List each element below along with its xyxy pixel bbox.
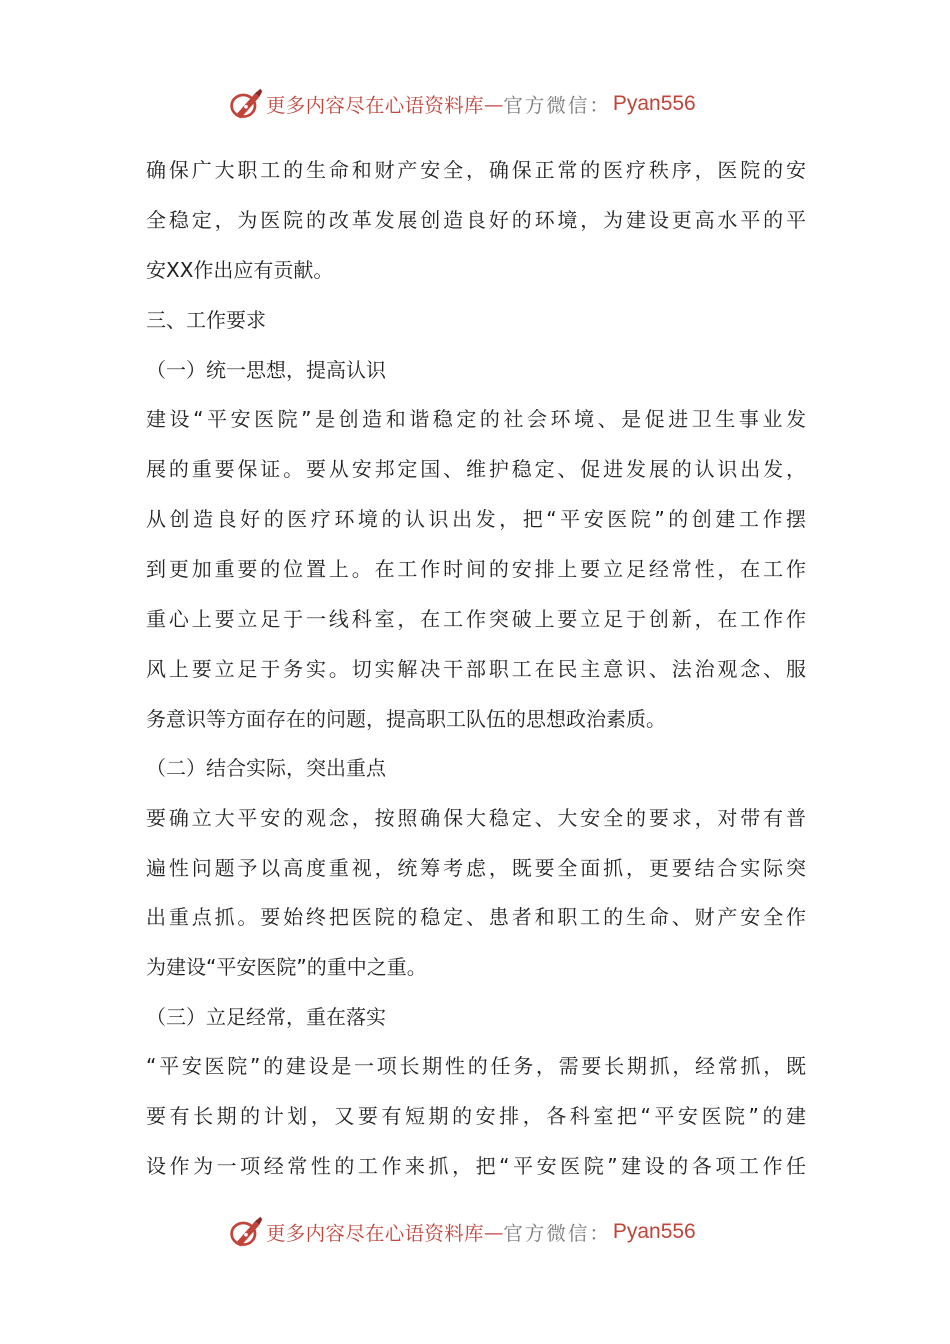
body-line: 确保广大职工的生命和财产安全，确保正常的医疗秩序，医院的安 (146, 158, 806, 182)
body-line: 从创造良好的医疗环境的认识出发，把“平安医院”的创建工作摆 (146, 507, 806, 531)
body-line: 风上要立足于务实。切实解决干部职工在民主意识、法治观念、服 (146, 657, 806, 681)
body-line: 安XX作出应有贡献。 (146, 258, 334, 282)
section-heading: 三、工作要求 (146, 308, 266, 332)
banner-wechat-id: Pyan556 (612, 92, 696, 115)
subsection-heading: （三）立足经常，重在落实 (146, 1005, 386, 1029)
pen-nib-logo-icon (228, 86, 264, 122)
banner-main-text: 更多内容尽在心语资料库 (266, 1222, 484, 1245)
header-watermark-banner (228, 84, 696, 124)
body-line: 遍性问题予以高度重视，统筹考虑，既要全面抓，更要结合实际突 (146, 856, 806, 880)
body-line: 要有长期的计划，又要有短期的安排，各科室把“平安医院”的建 (146, 1104, 806, 1128)
body-line: 要确立大平安的观念，按照确保大稳定、大安全的要求，对带有普 (146, 806, 806, 830)
body-line: “平安医院”的建设是一项长期性的任务，需要长期抓，经常抓，既 (146, 1054, 806, 1078)
body-line: 全稳定，为医院的改革发展创造良好的环境，为建设更高水平的平 (146, 208, 806, 232)
banner-wechat-id: Pyan556 (612, 1220, 696, 1243)
footer-watermark-banner (228, 1212, 696, 1252)
subsection-heading: （一）统一思想，提高认识 (146, 358, 386, 382)
banner-dash: — (483, 92, 504, 116)
banner-main-text: 更多内容尽在心语资料库 (266, 94, 484, 117)
body-line: 到更加重要的位置上。在工作时间的安排上要立足经常性，在工作 (146, 557, 806, 581)
subsection-heading: （二）结合实际，突出重点 (146, 756, 386, 780)
banner-official-label: 官方微信： (503, 1222, 611, 1245)
body-line: 设作为一项经常性的工作来抓，把“平安医院”建设的各项工作任 (146, 1154, 806, 1178)
body-line: 出重点抓。要始终把医院的稳定、患者和职工的生命、财产安全作 (146, 905, 806, 929)
body-line: 展的重要保证。要从安邦定国、维护稳定、促进发展的认识出发， (146, 457, 806, 481)
body-line: 建设“平安医院”是创造和谐稳定的社会环境、是促进卫生事业发 (146, 407, 806, 431)
banner-dash: — (483, 1220, 504, 1244)
body-line: 务意识等方面存在的问题，提高职工队伍的思想政治素质。 (146, 707, 666, 731)
body-line: 为建设“平安医院”的重中之重。 (146, 955, 427, 979)
pen-nib-logo-icon (228, 1214, 264, 1250)
banner-official-label: 官方微信： (503, 94, 611, 117)
body-line: 重心上要立足于一线科室，在工作突破上要立足于创新，在工作作 (146, 607, 806, 631)
